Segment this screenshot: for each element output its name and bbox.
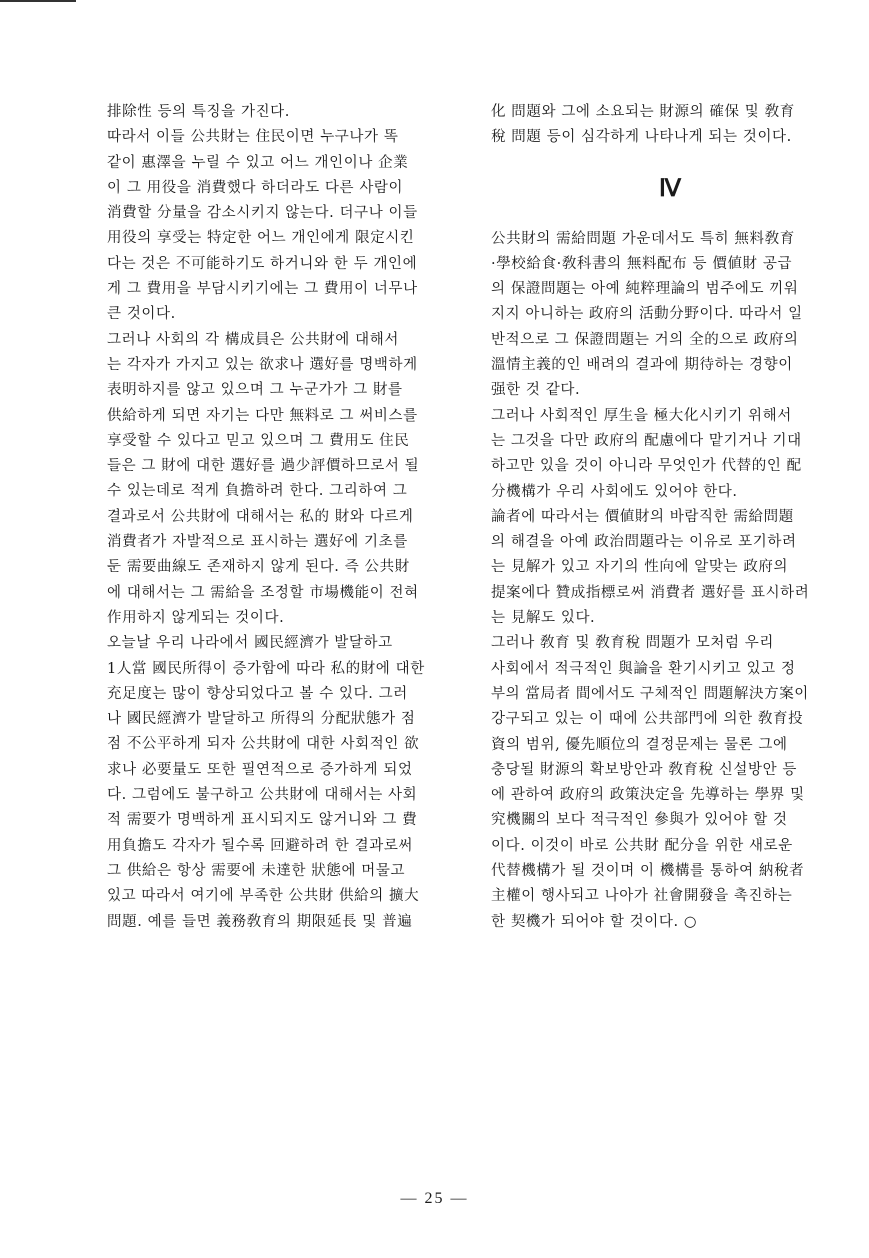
text-line: 消費者가 자발적으로 표시하는 選好에 기초를 (107, 534, 408, 551)
text-line: 溫情主義的인 배려의 결과에 期待하는 경향이 (491, 357, 793, 374)
text-line: 그러나 사회적인 厚生을 極大化시키기 위해서 (491, 407, 792, 424)
text-line: 公共財의 需給問題 가운데서도 특히 無料敎育 (491, 230, 795, 247)
text-line: 用役의 享受는 特定한 어느 개인에게 限定시킨 (107, 230, 415, 247)
text-line: 稅 問題 등이 심각하게 나타나게 되는 것이다. (491, 129, 792, 146)
left-column (107, 100, 465, 935)
right-column-top (491, 100, 849, 151)
text-line: 부의 當局者 間에서도 구체적인 問題解決方案이 (491, 685, 809, 702)
text-line: 1人當 國民所得이 증가함에 따라 私的財에 대한 (107, 660, 425, 677)
text-line: 는 見解가 있고 자기의 性向에 알맞는 政府의 (491, 559, 789, 576)
text-line: 그 供給은 항상 需要에 未達한 狀態에 머물고 (107, 862, 406, 879)
text-line: 用負擔도 각자가 될수록 回避하려 한 결과로써 (107, 837, 414, 854)
page-number: — 25 — (400, 1190, 469, 1207)
paragraph (491, 100, 849, 151)
text-line: 같이 惠澤을 누릴 수 있고 어느 개인이나 企業 (107, 154, 409, 171)
paragraph (107, 100, 465, 125)
text-line: 이다. 이것이 바로 公共財 配分을 위한 새로운 (491, 837, 793, 854)
text-line: 지지 아니하는 政府의 活動分野이다. 따라서 일 (491, 306, 803, 323)
section-heading: Ⅳ (658, 175, 682, 202)
text-line: 들은 그 財에 대한 選好를 過少評價하므로서 될 (107, 458, 420, 475)
right-column (491, 100, 849, 935)
text-line: 供給하게 되면 자기는 다만 無料로 그 써비스를 (107, 407, 418, 424)
text-line: 이 그 用役을 消費했다 하더라도 다른 사람이 (107, 179, 404, 196)
paragraph (107, 631, 465, 935)
text-line: 사회에서 적극적인 與論을 환기시키고 있고 정 (491, 660, 796, 677)
text-line: 한 契機가 되어야 할 것이다. ○ (491, 913, 698, 930)
text-line: 있고 따라서 여기에 부족한 公共財 供給의 擴大 (107, 888, 420, 905)
text-line: 主權이 행사되고 나아가 社會開發을 촉진하는 (491, 888, 793, 905)
text-line: 반적으로 그 保證問題는 거의 全的으로 政府의 (491, 331, 799, 348)
text-line: 求나 必要量도 또한 필연적으로 증가하게 되었 (107, 761, 413, 778)
paragraph (491, 227, 849, 404)
text-line: 의 해결을 아예 政治問題라는 이유로 포기하려 (491, 534, 797, 551)
text-line: 충당될 財源의 확보방안과 敎育稅 신설방안 등 (491, 761, 798, 778)
text-line: 점 不公平하게 되자 公共財에 대한 사회적인 欲 (107, 736, 420, 753)
text-line: 게 그 費用을 부담시키기에는 그 費用이 너무나 (107, 281, 418, 298)
text-line: 적 需要가 명백하게 표시되지도 않거니와 그 費 (107, 812, 418, 829)
text-line: 享受할 수 있다고 믿고 있으며 그 費用도 住民 (107, 432, 410, 449)
paragraph (491, 404, 849, 505)
paragraph (491, 505, 849, 631)
text-line: 나 國民經濟가 발달하고 所得의 分配狀態가 점 (107, 711, 416, 728)
text-line: 强한 것 같다. (491, 382, 581, 399)
text-line: 는 見解도 있다. (491, 610, 596, 627)
text-line: 는 각자가 가지고 있는 欲求나 選好를 명백하게 (107, 356, 418, 373)
text-line: 의 保證問題는 아예 純粹理論의 범주에도 끼워 (491, 281, 799, 298)
text-line: 究機關의 보다 적극적인 參與가 있어야 할 것 (491, 812, 788, 829)
text-line: 表明하지를 않고 있으며 그 누군가가 그 財를 (107, 382, 403, 399)
text-line: 作用하지 않게되는 것이다. (107, 609, 285, 626)
text-line: 는 그것을 다만 政府의 配慮에다 맡기거나 기대 (491, 432, 802, 449)
text-line: 하고만 있을 것이 아니라 무엇인가 代替的인 配 (491, 458, 802, 475)
text-line: 資의 범위, 優先順位의 결정문제는 물론 그에 (491, 736, 788, 753)
text-line: 消費할 分量을 감소시키지 않는다. 더구나 이들 (107, 205, 418, 222)
text-line: 充足度는 많이 향상되었다고 볼 수 있다. 그러 (107, 685, 408, 702)
text-line: 에 관하여 政府의 政策決定을 先導하는 學界 및 (491, 787, 805, 804)
text-line: 둔 需要曲線도 존재하지 않게 된다. 즉 公共財 (107, 559, 410, 576)
text-line: 代替機構가 될 것이며 이 機構를 통하여 納稅者 (491, 863, 805, 880)
text-line: 論者에 따라서는 價値財의 바람직한 需給問題 (491, 508, 794, 525)
paragraph (107, 328, 465, 632)
text-line: 따라서 이들 公共財는 住民이면 누구나가 똑 (107, 129, 399, 146)
text-line: 큰 것이다. (107, 306, 176, 323)
text-line: 오늘날 우리 나라에서 國民經濟가 발달하고 (107, 635, 393, 652)
text-line: 결과로서 公共財에 대해서는 私的 財와 다르게 (107, 508, 414, 525)
right-column-bottom (491, 227, 849, 935)
text-line: 問題. 예를 들면 義務敎育의 期限延長 및 普遍 (107, 913, 413, 930)
text-line: 수 있는데로 적게 負擔하려 한다. 그리하여 그 (107, 483, 408, 500)
text-line: 그러나 사회의 각 構成員은 公共財에 대해서 (107, 331, 399, 348)
top-rule (0, 0, 76, 2)
paragraph (107, 125, 465, 327)
text-line: 다는 것은 不可能하기도 하거니와 한 두 개인에 (107, 255, 418, 272)
paragraph (491, 631, 849, 935)
text-line: 에 대해서는 그 需給을 조정할 市場機能이 전혀 (107, 584, 419, 601)
text-line: 다. 그럼에도 불구하고 公共財에 대해서는 사회 (107, 787, 418, 804)
text-line: 그러나 敎育 및 敎育稅 問題가 모처럼 우리 (491, 635, 775, 652)
text-line: 分機構가 우리 사회에도 있어야 한다. (491, 483, 738, 500)
text-line: 강구되고 있는 이 때에 公共部門에 의한 敎育投 (491, 711, 804, 728)
text-line: 提案에다 贊成指標로써 消費者 選好를 표시하려 (491, 584, 810, 601)
text-line: ·學校給食·敎科書의 無料配布 등 價値財 공급 (491, 255, 793, 272)
text-line: 化 問題와 그에 소요되는 財源의 確保 및 敎育 (491, 104, 795, 120)
text-line: 排除性 등의 특징을 가진다. (107, 104, 290, 120)
